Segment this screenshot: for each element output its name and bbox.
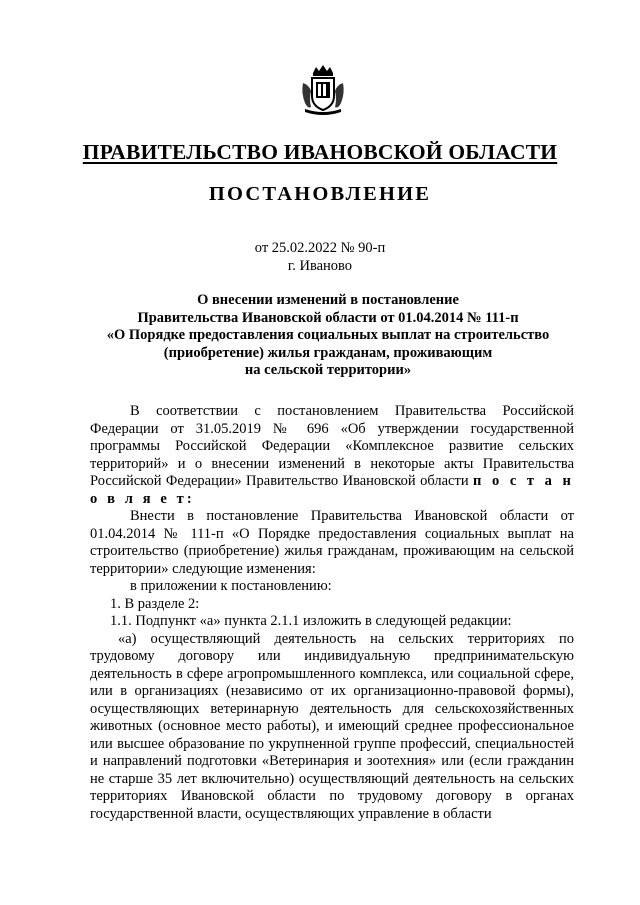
subject-line: «О Порядке предоставления социальных выплат на строительство xyxy=(106,327,550,343)
document-subject xyxy=(60,292,596,380)
paragraph-text: В соответствии с постановлением Правительства Российской Федерации от 31.05.2019 № 696 «Об утверждении государственной программы Российской Федерации «Комплексное развитие сельских территорий» и о внесении изменений в некоторые акты Правительства Российской Федерации» Правительство Ивановской области xyxy=(90,403,574,489)
subject-line: О внесении изменений в постановление xyxy=(197,292,459,308)
document-date-number: от 25.02.2022 № 90-п xyxy=(254,240,386,256)
document-city: г. Иваново xyxy=(287,258,353,274)
subject-line: Правительства Ивановской области от 01.04.2014 № 111-п xyxy=(137,309,519,326)
body-paragraph: 1.1. Подпункт «а» пункта 2.1.1 изложить в следующей редакции: xyxy=(110,613,512,629)
resolves-word: п о с т а н о в л я е т: xyxy=(90,473,574,507)
subject-line: (приобретение) жилья гражданам, проживающим xyxy=(163,344,493,361)
document-body xyxy=(90,403,574,823)
body-paragraph: «а) осуществляющий деятельность на сельских территориях по трудовому договору или индивидуальную предпринимательскую деятельность в сфере агропромышленного комплекса, или социальной сфере, или в организациях (независимо от их организационно-правовой формы), осуществляющих ветеринарную деятельность для сельскохозяйственных животных (основное место работы), и имеющий среднее профессиональное или высшее образование по укрупненной группе профессий, специальностей и направлений подготовки «Ветеринария и зоотехния» или (если гражданин не старше 35 лет включительно) осуществляющий деятельность на сельских территориях Ивановской области по трудовому договору в органах государственной власти, осуществляющих управление в области xyxy=(90,630,574,822)
document-type: ПОСТАНОВЛЕНИЕ xyxy=(208,183,432,205)
government-title: ПРАВИТЕЛЬСТВО ИВАНОВСКОЙ ОБЛАСТИ xyxy=(82,140,558,164)
coat-of-arms-icon xyxy=(299,63,347,115)
body-paragraph: 1. В разделе 2: xyxy=(110,595,200,612)
body-paragraph xyxy=(90,403,574,508)
body-paragraph: в приложении к постановлению: xyxy=(130,578,332,594)
subject-line: на сельской территории» xyxy=(244,362,412,378)
body-paragraph: Внести в постановление Правительства Ивановской области от 01.04.2014 № 111-п «О Порядке предоставления социальных выплат на строительство (приобретение) жилья гражданам, проживающим на сельской территории» следующие изменения: xyxy=(90,508,574,577)
